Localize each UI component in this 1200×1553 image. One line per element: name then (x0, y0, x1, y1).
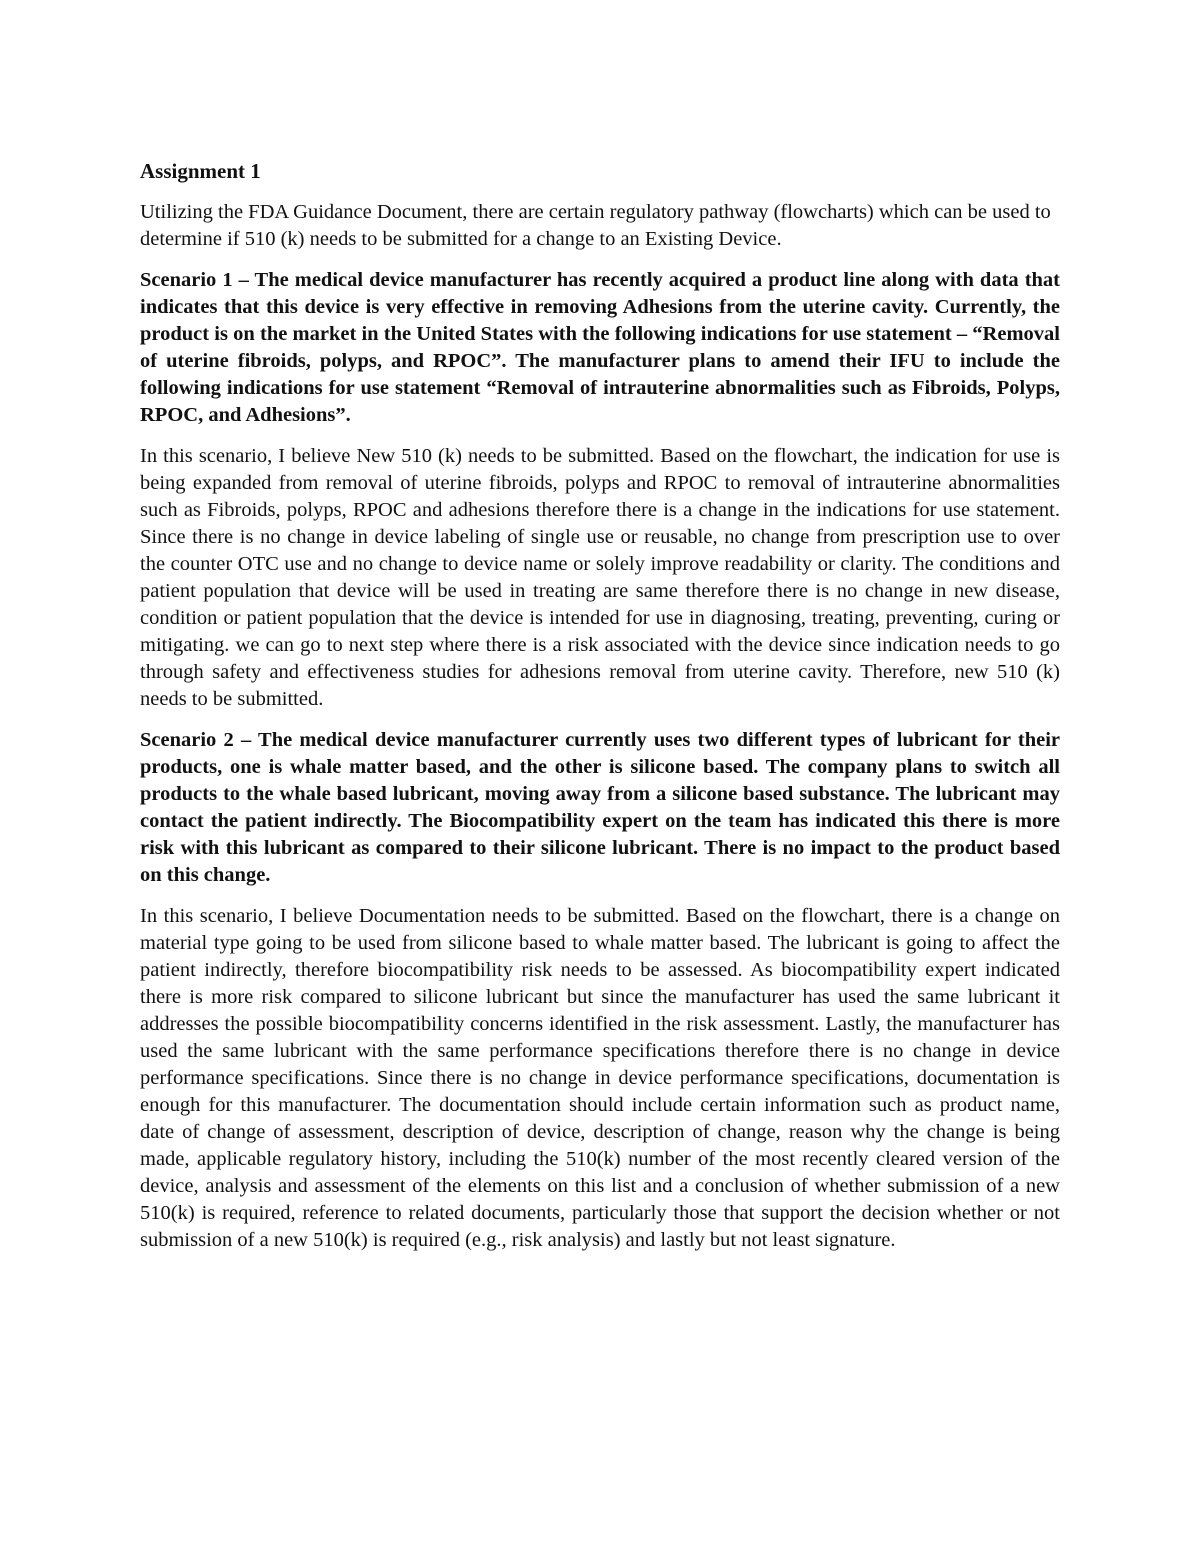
scenario-2-prompt: Scenario 2 – The medical device manufacturer currently uses two different types of lubricant for their products, one is whale matter based, and the other is silicone based. The company plans to switch all products to the whale based lubricant, moving away from a silicone based substance. The lubricant may contact the patient indirectly. The Biocompatibility expert on the team has indicated this there is more risk with this lubricant as compared to their silicone lubricant. There is no impact to the product based on this change. (140, 729, 1060, 886)
document-body (140, 158, 1060, 1268)
scenario-1-prompt: Scenario 1 – The medical device manufacturer has recently acquired a product line along with data that indicates that this device is very effective in removing Adhesions from the uterine cavity. Currently, the product is on the market in the United States with the following indications for use statement – “Removal of uterine fibroids, polyps, and RPOC”. The manufacturer plans to amend their IFU to include the following indications for use statement “Removal of intrauterine abnormalities such as Fibroids, Polyps, RPOC, and Adhesions”. (140, 269, 1060, 426)
document-title: Assignment 1 (140, 159, 261, 183)
intro-paragraph: Utilizing the FDA Guidance Document, there are certain regulatory pathway (flowcharts) which can be used to determine if 510 (k) needs to be submitted for a change to an Existing Device. (140, 201, 1051, 250)
scenario-2-answer: In this scenario, I believe Documentation needs to be submitted. Based on the flowchart, there is a change on material type going to be used from silicone based to whale matter based. The lubricant is going to affect the patient indirectly, therefore biocompatibility risk needs to be assessed. As biocompatibility expert indicated there is more risk compared to silicone lubricant but since the manufacturer has used the same lubricant it addresses the possible biocompatibility concerns identified in the risk assessment. Lastly, the manufacturer has used the same lubricant with the same performance specifications therefore there is no change in device performance specifications. Since there is no change in device performance specifications, documentation is enough for this manufacturer. The documentation should include certain information such as product name, date of change of assessment, description of device, description of change, reason why the change is being made, applicable regulatory history, including the 510(k) number of the most recently cleared version of the device, analysis and assessment of the elements on this list and a conclusion of whether submission of a new 510(k) is required, reference to related documents, particularly those that support the decision whether or not submission of a new 510(k) is required (e.g., risk analysis) and lastly but not least signature. (140, 905, 1060, 1251)
scenario-1-answer: In this scenario, I believe New 510 (k) needs to be submitted. Based on the flowchart, the indication for use is being expanded from removal of uterine fibroids, polyps and RPOC to removal of intrauterine abnormalities such as Fibroids, polyps, RPOC and adhesions therefore there is a change in the indications for use statement. Since there is no change in device labeling of single use or reusable, no change from prescription use to over the counter OTC use and no change to device name or solely improve readability or clarity. The conditions and patient population that device will be used in treating are same therefore there is no change in new disease, condition or patient population that the device is intended for use in diagnosing, treating, preventing, curing or mitigating. we can go to next step where there is a risk associated with the device since indication needs to go through safety and effectiveness studies for adhesions removal from uterine cavity. Therefore, new 510 (k) needs to be submitted. (140, 445, 1060, 710)
